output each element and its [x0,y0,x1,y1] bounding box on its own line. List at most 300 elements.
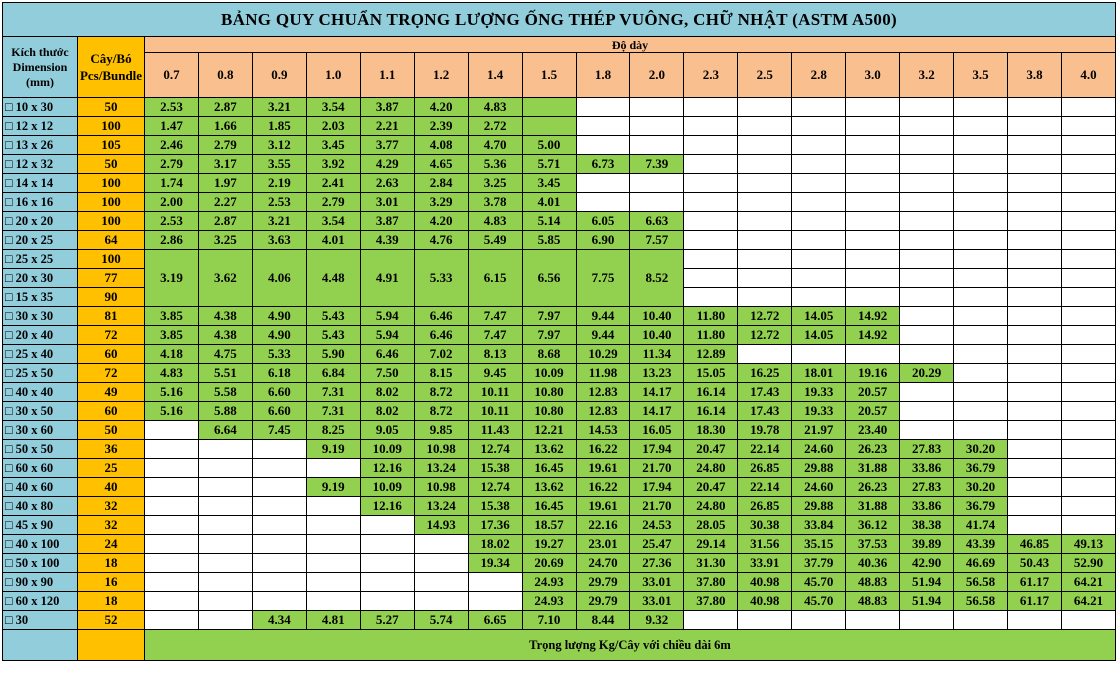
empty-cell [846,174,900,193]
weight-cell: 15.05 [684,364,738,383]
weight-cell: 2.39 [414,117,468,136]
weight-cell: 7.97 [522,326,576,345]
empty-cell [1008,250,1062,269]
empty-cell [1008,212,1062,231]
weight-cell: 2.53 [145,98,199,117]
weight-cell: 15.38 [468,497,522,516]
weight-cell: 17.36 [468,516,522,535]
empty-cell [1008,98,1062,117]
empty-cell [145,611,199,630]
pcs-cell: 49 [78,383,145,402]
thickness-cell: 0.9 [252,53,306,98]
dimension-cell: □ 12 x 12 [3,117,78,136]
pcs-cell: 24 [78,535,145,554]
weight-cell: 4.39 [360,231,414,250]
weight-cell: 40.98 [738,573,792,592]
dimension-cell: □ 13 x 26 [3,136,78,155]
weight-cell: 18.02 [468,535,522,554]
empty-cell [738,117,792,136]
dimension-cell: □ 40 x 80 [3,497,78,516]
weight-cell: 3.62 [198,250,252,307]
weight-cell: 51.94 [900,592,954,611]
empty-cell [252,535,306,554]
weight-cell: 16.14 [684,383,738,402]
weight-cell: 8.15 [414,364,468,383]
thickness-cell: 0.8 [198,53,252,98]
empty-cell [1061,155,1115,174]
empty-cell [145,421,199,440]
table-row [3,402,1116,421]
weight-cell: 19.61 [576,497,630,516]
table-row [3,478,1116,497]
weight-cell: 3.85 [145,307,199,326]
weight-cell: 2.41 [306,174,360,193]
weight-cell: 10.98 [414,440,468,459]
weight-cell: 9.85 [414,421,468,440]
weight-cell: 11.34 [630,345,684,364]
weight-cell: 9.05 [360,421,414,440]
weight-cell: 24.93 [522,573,576,592]
empty-cell [900,345,954,364]
weight-cell: 17.43 [738,383,792,402]
weight-cell: 50.43 [1008,554,1062,573]
dimension-cell: □ 20 x 25 [3,231,78,250]
table-row [3,250,1116,269]
empty-cell [846,98,900,117]
table-row [3,535,1116,554]
table-row [3,592,1116,611]
weight-cell: 40.98 [738,592,792,611]
pcs-cell: 60 [78,345,145,364]
weight-cell: 6.90 [576,231,630,250]
empty-cell [900,231,954,250]
weight-cell: 2.86 [145,231,199,250]
table-row [3,193,1116,212]
weight-cell: 11.80 [684,307,738,326]
empty-cell [145,592,199,611]
weight-cell: 4.91 [360,250,414,307]
weight-cell: 24.53 [630,516,684,535]
weight-cell: 14.92 [846,326,900,345]
weight-cell: 5.94 [360,307,414,326]
weight-cell: 3.54 [306,212,360,231]
dimension-cell: □ 45 x 90 [3,516,78,535]
dimension-cell: □ 20 x 30 [3,269,78,288]
empty-cell [738,269,792,288]
weight-cell: 39.89 [900,535,954,554]
weight-cell: 7.47 [468,307,522,326]
empty-cell [900,136,954,155]
weight-cell: 24.93 [522,592,576,611]
empty-cell [1061,611,1115,630]
weight-cell: 26.23 [846,440,900,459]
empty-cell [1008,383,1062,402]
empty-cell [792,269,846,288]
pcs-cell: 36 [78,440,145,459]
empty-cell [198,497,252,516]
weight-cell: 2.53 [252,193,306,212]
weight-cell: 2.63 [360,174,414,193]
weight-cell: 56.58 [954,592,1008,611]
weight-cell: 31.30 [684,554,738,573]
pcs-cell: 32 [78,516,145,535]
weight-cell: 4.83 [468,212,522,231]
weight-cell: 16.14 [684,402,738,421]
weight-cell: 3.87 [360,212,414,231]
weight-cell: 23.40 [846,421,900,440]
empty-cell [792,136,846,155]
empty-cell [1061,383,1115,402]
empty-cell [1061,478,1115,497]
empty-cell [1008,155,1062,174]
weight-cell: 4.20 [414,212,468,231]
empty-cell [900,117,954,136]
weight-cell: 6.60 [252,383,306,402]
pcs-cell: 32 [78,497,145,516]
table-row [3,497,1116,516]
weight-cell: 8.72 [414,383,468,402]
empty-cell [414,554,468,573]
empty-cell [792,250,846,269]
weight-cell: 14.53 [576,421,630,440]
weight-cell: 5.33 [414,250,468,307]
weight-cell: 33.01 [630,573,684,592]
empty-cell [1008,231,1062,250]
weight-cell: 4.01 [522,193,576,212]
footer-row [3,630,1116,661]
weight-cell: 5.94 [360,326,414,345]
weight-cell: 4.83 [145,364,199,383]
weight-cell: 20.47 [684,478,738,497]
empty-cell [306,535,360,554]
empty-cell [198,611,252,630]
weight-cell: 4.90 [252,307,306,326]
weight-cell: 2.79 [306,193,360,212]
dimension-cell: □ 90 x 90 [3,573,78,592]
weight-cell: 6.60 [252,402,306,421]
weight-cell: 26.85 [738,459,792,478]
weight-cell: 13.23 [630,364,684,383]
empty-cell [684,193,738,212]
empty-cell [738,193,792,212]
weight-cell: 4.81 [306,611,360,630]
table-row [3,516,1116,535]
empty-cell [198,592,252,611]
weight-cell: 11.43 [468,421,522,440]
thickness-cell: 1.0 [306,53,360,98]
pcs-cell: 64 [78,231,145,250]
weight-cell: 3.54 [306,98,360,117]
weight-cell: 33.84 [792,516,846,535]
weight-cell: 29.88 [792,497,846,516]
empty-cell [1061,98,1115,117]
thickness-cell: 3.2 [900,53,954,98]
table-row [3,459,1116,478]
weight-cell: 8.02 [360,402,414,421]
empty-cell [900,250,954,269]
weight-cell: 10.80 [522,402,576,421]
weight-cell: 7.47 [468,326,522,345]
empty-cell [954,345,1008,364]
weight-cell: 12.72 [738,307,792,326]
weight-cell: 61.17 [1008,573,1062,592]
dimension-cell: □ 40 x 60 [3,478,78,497]
weight-cell: 27.83 [900,440,954,459]
weight-cell: 4.29 [360,155,414,174]
weight-cell: 9.45 [468,364,522,383]
empty-cell [252,573,306,592]
weight-cell: 2.27 [198,193,252,212]
empty-cell [576,98,630,117]
thickness-cell: 2.0 [630,53,684,98]
empty-cell [360,535,414,554]
weight-cell: 48.83 [846,573,900,592]
empty-cell [846,193,900,212]
empty-cell [1008,478,1062,497]
weight-cell: 20.47 [684,440,738,459]
empty-cell [630,136,684,155]
empty-cell [738,212,792,231]
weight-cell: 12.74 [468,440,522,459]
weight-cell: 6.46 [360,345,414,364]
weight-cell: 2.87 [198,98,252,117]
weight-cell: 19.33 [792,383,846,402]
weight-cell: 4.65 [414,155,468,174]
weight-cell: 31.56 [738,535,792,554]
weight-cell: 18.30 [684,421,738,440]
pcs-cell: 100 [78,174,145,193]
weight-cell: 17.94 [630,440,684,459]
weight-cell: 5.49 [468,231,522,250]
empty-cell [1061,212,1115,231]
table-row [3,117,1116,136]
weight-cell: 7.97 [522,307,576,326]
weight-cell: 29.79 [576,573,630,592]
pcs-cell: 77 [78,269,145,288]
weight-cell: 45.70 [792,573,846,592]
weight-cell: 6.05 [576,212,630,231]
weight-cell: 27.83 [900,478,954,497]
weight-cell: 6.46 [414,326,468,345]
weight-cell: 20.57 [846,383,900,402]
weight-cell: 51.94 [900,573,954,592]
weight-cell: 3.45 [306,136,360,155]
empty-cell [360,516,414,535]
weight-cell: 4.38 [198,326,252,345]
weight-cell: 3.29 [414,193,468,212]
table-row [3,440,1116,459]
empty-cell [252,516,306,535]
weight-cell: 6.84 [306,364,360,383]
empty-cell [684,174,738,193]
empty-cell [1008,193,1062,212]
weight-cell: 2.79 [145,155,199,174]
weight-cell: 7.45 [252,421,306,440]
empty-cell [145,554,199,573]
dimension-cell: □ 60 x 120 [3,592,78,611]
thickness-cell: 2.5 [738,53,792,98]
weight-cell: 6.56 [522,250,576,307]
weight-cell: 12.89 [684,345,738,364]
empty-cell [900,193,954,212]
empty-cell [792,155,846,174]
empty-cell [1008,345,1062,364]
empty-cell [576,136,630,155]
weight-cell: 21.97 [792,421,846,440]
weight-cell: 4.06 [252,250,306,307]
weight-cell: 3.17 [198,155,252,174]
weight-cell: 1.97 [198,174,252,193]
weight-cell: 10.40 [630,307,684,326]
weight-cell: 10.29 [576,345,630,364]
weight-cell: 7.39 [630,155,684,174]
weight-cell: 22.16 [576,516,630,535]
empty-cell [954,288,1008,307]
table-row [3,573,1116,592]
weight-cell: 10.09 [360,478,414,497]
empty-cell [306,497,360,516]
weight-cell: 22.14 [738,478,792,497]
empty-cell [1061,326,1115,345]
empty-cell [846,136,900,155]
weight-cell: 17.94 [630,478,684,497]
pcs-cell: 100 [78,250,145,269]
dimension-cell: □ 15 x 35 [3,288,78,307]
thickness-row [3,53,1116,98]
empty-cell [1061,117,1115,136]
weight-cell: 4.34 [252,611,306,630]
weight-cell: 25.47 [630,535,684,554]
weight-cell: 12.83 [576,402,630,421]
weight-cell-empty-green [522,98,576,117]
thickness-cell: 2.3 [684,53,738,98]
empty-cell [846,155,900,174]
weight-cell: 19.16 [846,364,900,383]
table-row [3,554,1116,573]
dimension-cell: □ 14 x 14 [3,174,78,193]
empty-cell [846,212,900,231]
empty-cell [792,611,846,630]
empty-cell [954,307,1008,326]
weight-cell: 12.16 [360,459,414,478]
empty-cell [145,535,199,554]
weight-cell: 10.09 [360,440,414,459]
weight-cell: 4.38 [198,307,252,326]
footer-dim-cell [3,630,78,661]
thickness-cell: 2.8 [792,53,846,98]
empty-cell [1061,250,1115,269]
table-row [3,307,1116,326]
empty-cell [954,402,1008,421]
table-row [3,421,1116,440]
weight-cell: 18.01 [792,364,846,383]
empty-cell [198,459,252,478]
weight-cell: 3.21 [252,98,306,117]
empty-cell [468,573,522,592]
empty-cell [1061,136,1115,155]
empty-cell [1061,497,1115,516]
empty-cell [684,117,738,136]
weight-cell: 28.05 [684,516,738,535]
weight-cell: 24.70 [576,554,630,573]
pcs-cell: 25 [78,459,145,478]
weight-cell: 5.14 [522,212,576,231]
weight-cell: 18.57 [522,516,576,535]
empty-cell [900,98,954,117]
weight-cell: 20.57 [846,402,900,421]
empty-cell [846,117,900,136]
weight-cell: 6.63 [630,212,684,231]
empty-cell [1061,459,1115,478]
weight-cell: 19.34 [468,554,522,573]
weight-cell: 6.18 [252,364,306,383]
empty-cell [576,174,630,193]
empty-cell [1061,402,1115,421]
weight-cell: 52.90 [1061,554,1115,573]
empty-cell [684,269,738,288]
dimension-header: Kích thước Dimension (mm) [3,37,78,98]
weight-cell: 9.32 [630,611,684,630]
weight-cell: 4.75 [198,345,252,364]
thickness-header: Độ dày [145,37,1116,53]
dimension-cell: □ 12 x 32 [3,155,78,174]
empty-cell [900,174,954,193]
dimension-cell: □ 25 x 25 [3,250,78,269]
weight-cell: 24.80 [684,459,738,478]
dimension-cell: □ 30 x 30 [3,307,78,326]
weight-cell: 3.78 [468,193,522,212]
empty-cell [576,117,630,136]
weight-cell: 12.21 [522,421,576,440]
empty-cell [954,231,1008,250]
weight-cell: 13.24 [414,497,468,516]
empty-cell [306,554,360,573]
empty-cell [1008,402,1062,421]
weight-cell: 10.80 [522,383,576,402]
weight-cell: 14.93 [414,516,468,535]
weight-cell: 2.19 [252,174,306,193]
weight-cell: 5.90 [306,345,360,364]
weight-cell: 5.88 [198,402,252,421]
empty-cell [1008,326,1062,345]
weight-cell: 21.70 [630,497,684,516]
empty-cell [846,288,900,307]
weight-cell: 4.48 [306,250,360,307]
weight-cell: 38.38 [900,516,954,535]
weight-cell: 2.87 [198,212,252,231]
weight-cell: 3.45 [522,174,576,193]
weight-cell: 16.05 [630,421,684,440]
weight-cell: 3.01 [360,193,414,212]
empty-cell [1008,421,1062,440]
empty-cell [306,573,360,592]
empty-cell [145,478,199,497]
dimension-cell: □ 25 x 40 [3,345,78,364]
empty-cell [414,592,468,611]
weight-cell: 8.68 [522,345,576,364]
empty-cell [738,174,792,193]
empty-cell [846,611,900,630]
weight-cell: 11.80 [684,326,738,345]
empty-cell [198,478,252,497]
weight-cell: 2.84 [414,174,468,193]
weight-cell: 42.90 [900,554,954,573]
empty-cell [792,288,846,307]
weight-cell: 10.40 [630,326,684,345]
weight-cell: 6.64 [198,421,252,440]
weight-cell: 2.00 [145,193,199,212]
weight-cell: 8.25 [306,421,360,440]
